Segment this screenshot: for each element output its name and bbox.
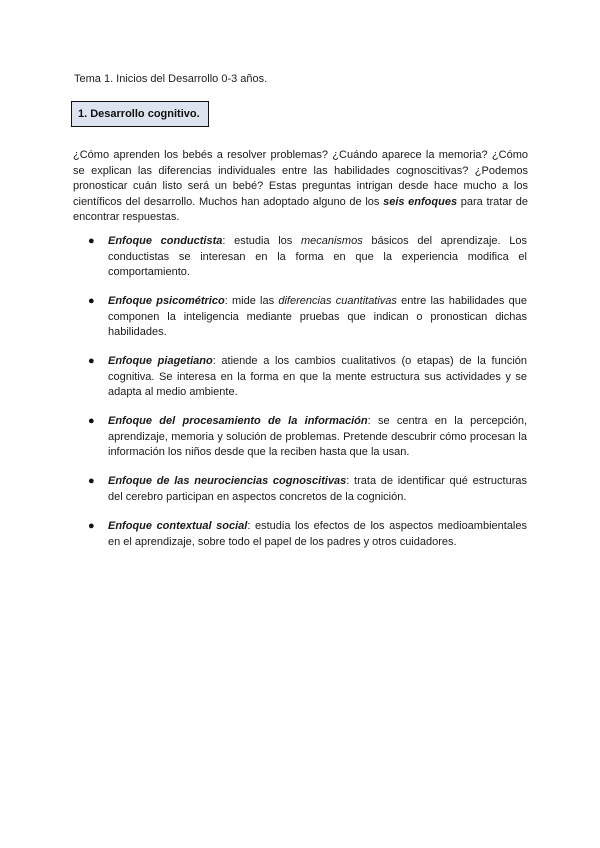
approach-text: : mide las (224, 295, 279, 307)
bullet-icon: ● (88, 295, 95, 307)
bullet-icon: ● (88, 355, 95, 367)
intro-paragraph (73, 148, 528, 226)
approach-term: Enfoque del procesamiento de la información (108, 415, 368, 427)
approach-text: : atiende a los cambios cualitativos (o etapas) de la función cognitiva. Se interesa en la forma en que la mente estructura sus actividades y se adapta al medio ambiente. (108, 355, 527, 398)
intro-text: ¿Cómo aprenden los bebés a resolver problemas? ¿Cuándo aparece la memoria? ¿Cómo se explican las diferencias individuales entre las habilidades cognoscitivas? ¿Podemos pronosticar cuán listo será un bebé? Estas preguntas intrigan desde hace mucho a los científicos del desarrollo. Muchos han adoptado alguno de los (73, 149, 528, 208)
approach-text-end: básicos del aprendizaje. Los conductistas se interesan en la forma en que la experiencia modifica el comportamiento. (108, 235, 527, 278)
list-item-conductista (88, 234, 527, 281)
bullet-icon: ● (88, 235, 95, 247)
section-heading-box (71, 101, 209, 127)
approach-term: Enfoque contextual social (108, 520, 248, 532)
approach-text: : se centra en la percepción, aprendizaje, memoria y solución de problemas. Pretende descubrir cómo procesan la información los niños desde que la reciben hasta que la usan. (108, 415, 527, 458)
approach-emphasis: diferencias cuantitativas (278, 295, 397, 307)
intro-text-end: para tratar de encontrar respuestas. (73, 195, 529, 223)
list-item-procesamiento (88, 414, 527, 461)
bullet-icon: ● (88, 520, 95, 532)
approach-term: Enfoque conductista (108, 235, 223, 247)
approach-text: : trata de identificar qué estructuras del cerebro participan en aspectos concretos de la cognición. (108, 475, 527, 503)
list-item-contextual (88, 519, 527, 550)
approach-text: : estudia los (222, 235, 301, 247)
document-title: Tema 1. Inicios del Desarrollo 0-3 años. (74, 73, 268, 85)
list-item-psicometrico (88, 294, 527, 341)
list-item-piagetiano (88, 354, 527, 401)
approach-text-end: entre las habilidades que componen la inteligencia mediante pruebas que indican o pronostican dichas habilidades. (108, 295, 527, 338)
bullet-icon: ● (88, 415, 95, 427)
approach-emphasis: mecanismos (300, 235, 363, 247)
approach-text: : estudia los efectos de los aspectos medioambientales en el aprendizaje, sobre todo el papel de los padres y otros cuidadores. (108, 520, 527, 548)
approach-term: Enfoque piagetiano (108, 355, 213, 367)
approach-term: Enfoque psicométrico (108, 295, 225, 307)
section-heading: 1. Desarrollo cognitivo. (78, 108, 200, 120)
intro-emphasis: seis enfoques (383, 195, 458, 208)
approach-term: Enfoque de las neurociencias cognoscitivas (108, 475, 347, 487)
list-item-neurociencias (88, 474, 527, 505)
bullet-icon: ● (88, 475, 95, 487)
